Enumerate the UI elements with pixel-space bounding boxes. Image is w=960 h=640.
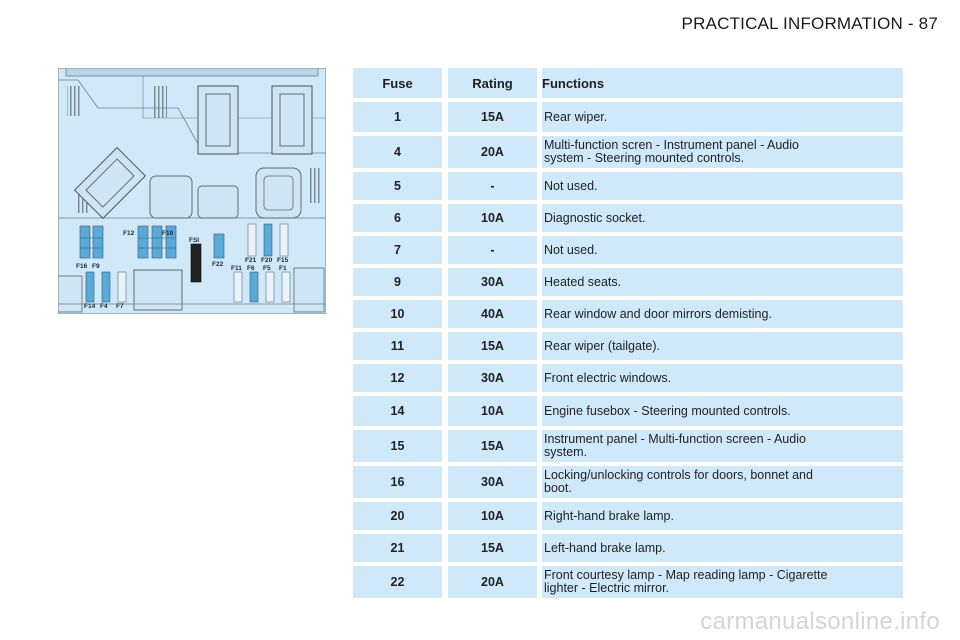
fuse-number: 10 xyxy=(353,300,442,328)
fuse-rating: 30A xyxy=(448,466,537,498)
fuse-rating: 30A xyxy=(448,268,537,296)
fuse-function: Left-hand brake lamp. xyxy=(542,534,903,562)
header-functions: Functions xyxy=(542,68,903,98)
fuse-rating: 40A xyxy=(448,300,537,328)
fuse-label: F16 xyxy=(76,263,88,270)
fuse-function: Not used. xyxy=(542,172,903,200)
fuse-function: Not used. xyxy=(542,236,903,264)
fuse-number: 14 xyxy=(353,396,442,426)
fuse-number: 16 xyxy=(353,466,442,498)
fuse-rating: 10A xyxy=(448,204,537,232)
fuse-number: 6 xyxy=(353,204,442,232)
fuse-label: F15 xyxy=(277,257,289,264)
table-row xyxy=(353,204,903,232)
table-row xyxy=(353,102,903,132)
header-fuse: Fuse xyxy=(353,68,442,98)
header-rating: Rating xyxy=(448,68,537,98)
fuse-function: Locking/unlocking controls for doors, bonnet and boot. xyxy=(542,466,903,498)
fuse-number: 7 xyxy=(353,236,442,264)
fuse-label: F22 xyxy=(212,261,224,268)
fuse-rating: 15A xyxy=(448,534,537,562)
table-row xyxy=(353,502,903,530)
page-header: PRACTICAL INFORMATION - 87 xyxy=(681,14,938,33)
watermark: carmanualsonline.info xyxy=(700,608,940,635)
fuse-label: F6 xyxy=(247,265,255,272)
table-row xyxy=(353,396,903,426)
table-row xyxy=(353,430,903,462)
fuse-rating: 20A xyxy=(448,566,537,598)
table-row xyxy=(353,172,903,200)
fuse-label: F7 xyxy=(116,303,124,310)
fuse-function: Front electric windows. xyxy=(542,364,903,392)
table-row xyxy=(353,332,903,360)
fuse-number: 12 xyxy=(353,364,442,392)
fuse-function: Engine fusebox - Steering mounted controls. xyxy=(542,396,903,426)
fuse-rating: 20A xyxy=(448,136,537,168)
fuse-rating: 30A xyxy=(448,364,537,392)
fuse-number: 20 xyxy=(353,502,442,530)
fuse-label: F12 xyxy=(123,230,135,237)
fuse-label: F10 xyxy=(162,230,174,237)
fuse-number: 5 xyxy=(353,172,442,200)
fuse-number: 21 xyxy=(353,534,442,562)
fuse-function: Rear window and door mirrors demisting. xyxy=(542,300,903,328)
fuse-function: Diagnostic socket. xyxy=(542,204,903,232)
table-row xyxy=(353,534,903,562)
fuse-rating: 15A xyxy=(448,102,537,132)
table-row xyxy=(353,236,903,264)
fuse-rating: - xyxy=(448,236,537,264)
fuse-label: F1 xyxy=(279,265,287,272)
table-header xyxy=(353,68,903,98)
fuse-table xyxy=(353,68,903,602)
fuse-number: 4 xyxy=(353,136,442,168)
fuse-function: Right-hand brake lamp. xyxy=(542,502,903,530)
fuse-function: Heated seats. xyxy=(542,268,903,296)
fuse-label: F14 xyxy=(84,303,96,310)
fuse-label: FSI xyxy=(189,237,200,244)
table-row xyxy=(353,364,903,392)
fuse-label: F5 xyxy=(263,265,271,272)
fuse-rating: - xyxy=(448,172,537,200)
table-row xyxy=(353,136,903,168)
fuse-number: 1 xyxy=(353,102,442,132)
table-row xyxy=(353,268,903,296)
fuse-rating: 10A xyxy=(448,502,537,530)
fuse-number: 15 xyxy=(353,430,442,462)
table-row xyxy=(353,566,903,598)
fuse-function: Instrument panel - Multi-function screen - Audio system. xyxy=(542,430,903,462)
table-row xyxy=(353,300,903,328)
fuse-function: Front courtesy lamp - Map reading lamp - Cigarette lighter - Electric mirror. xyxy=(542,566,903,598)
fuse-number: 22 xyxy=(353,566,442,598)
fuse-number: 11 xyxy=(353,332,442,360)
table-row xyxy=(353,466,903,498)
fuse-rating: 15A xyxy=(448,430,537,462)
fuse-rating: 15A xyxy=(448,332,537,360)
fuse-number: 9 xyxy=(353,268,442,296)
fuse-label: F9 xyxy=(92,263,100,270)
fusebox-diagram xyxy=(58,68,326,314)
fuse-label: F11 xyxy=(231,265,242,272)
fuse-label: F4 xyxy=(100,303,108,310)
fuse-function: Rear wiper (tailgate). xyxy=(542,332,903,360)
fuse-function: Rear wiper. xyxy=(542,102,903,132)
fuse-rating: 10A xyxy=(448,396,537,426)
fuse-label: F20 xyxy=(261,257,273,264)
fuse-function: Multi-function scren - Instrument panel - Audio system - Steering mounted controls. xyxy=(542,136,903,168)
fuse-label: F21 xyxy=(245,257,257,264)
